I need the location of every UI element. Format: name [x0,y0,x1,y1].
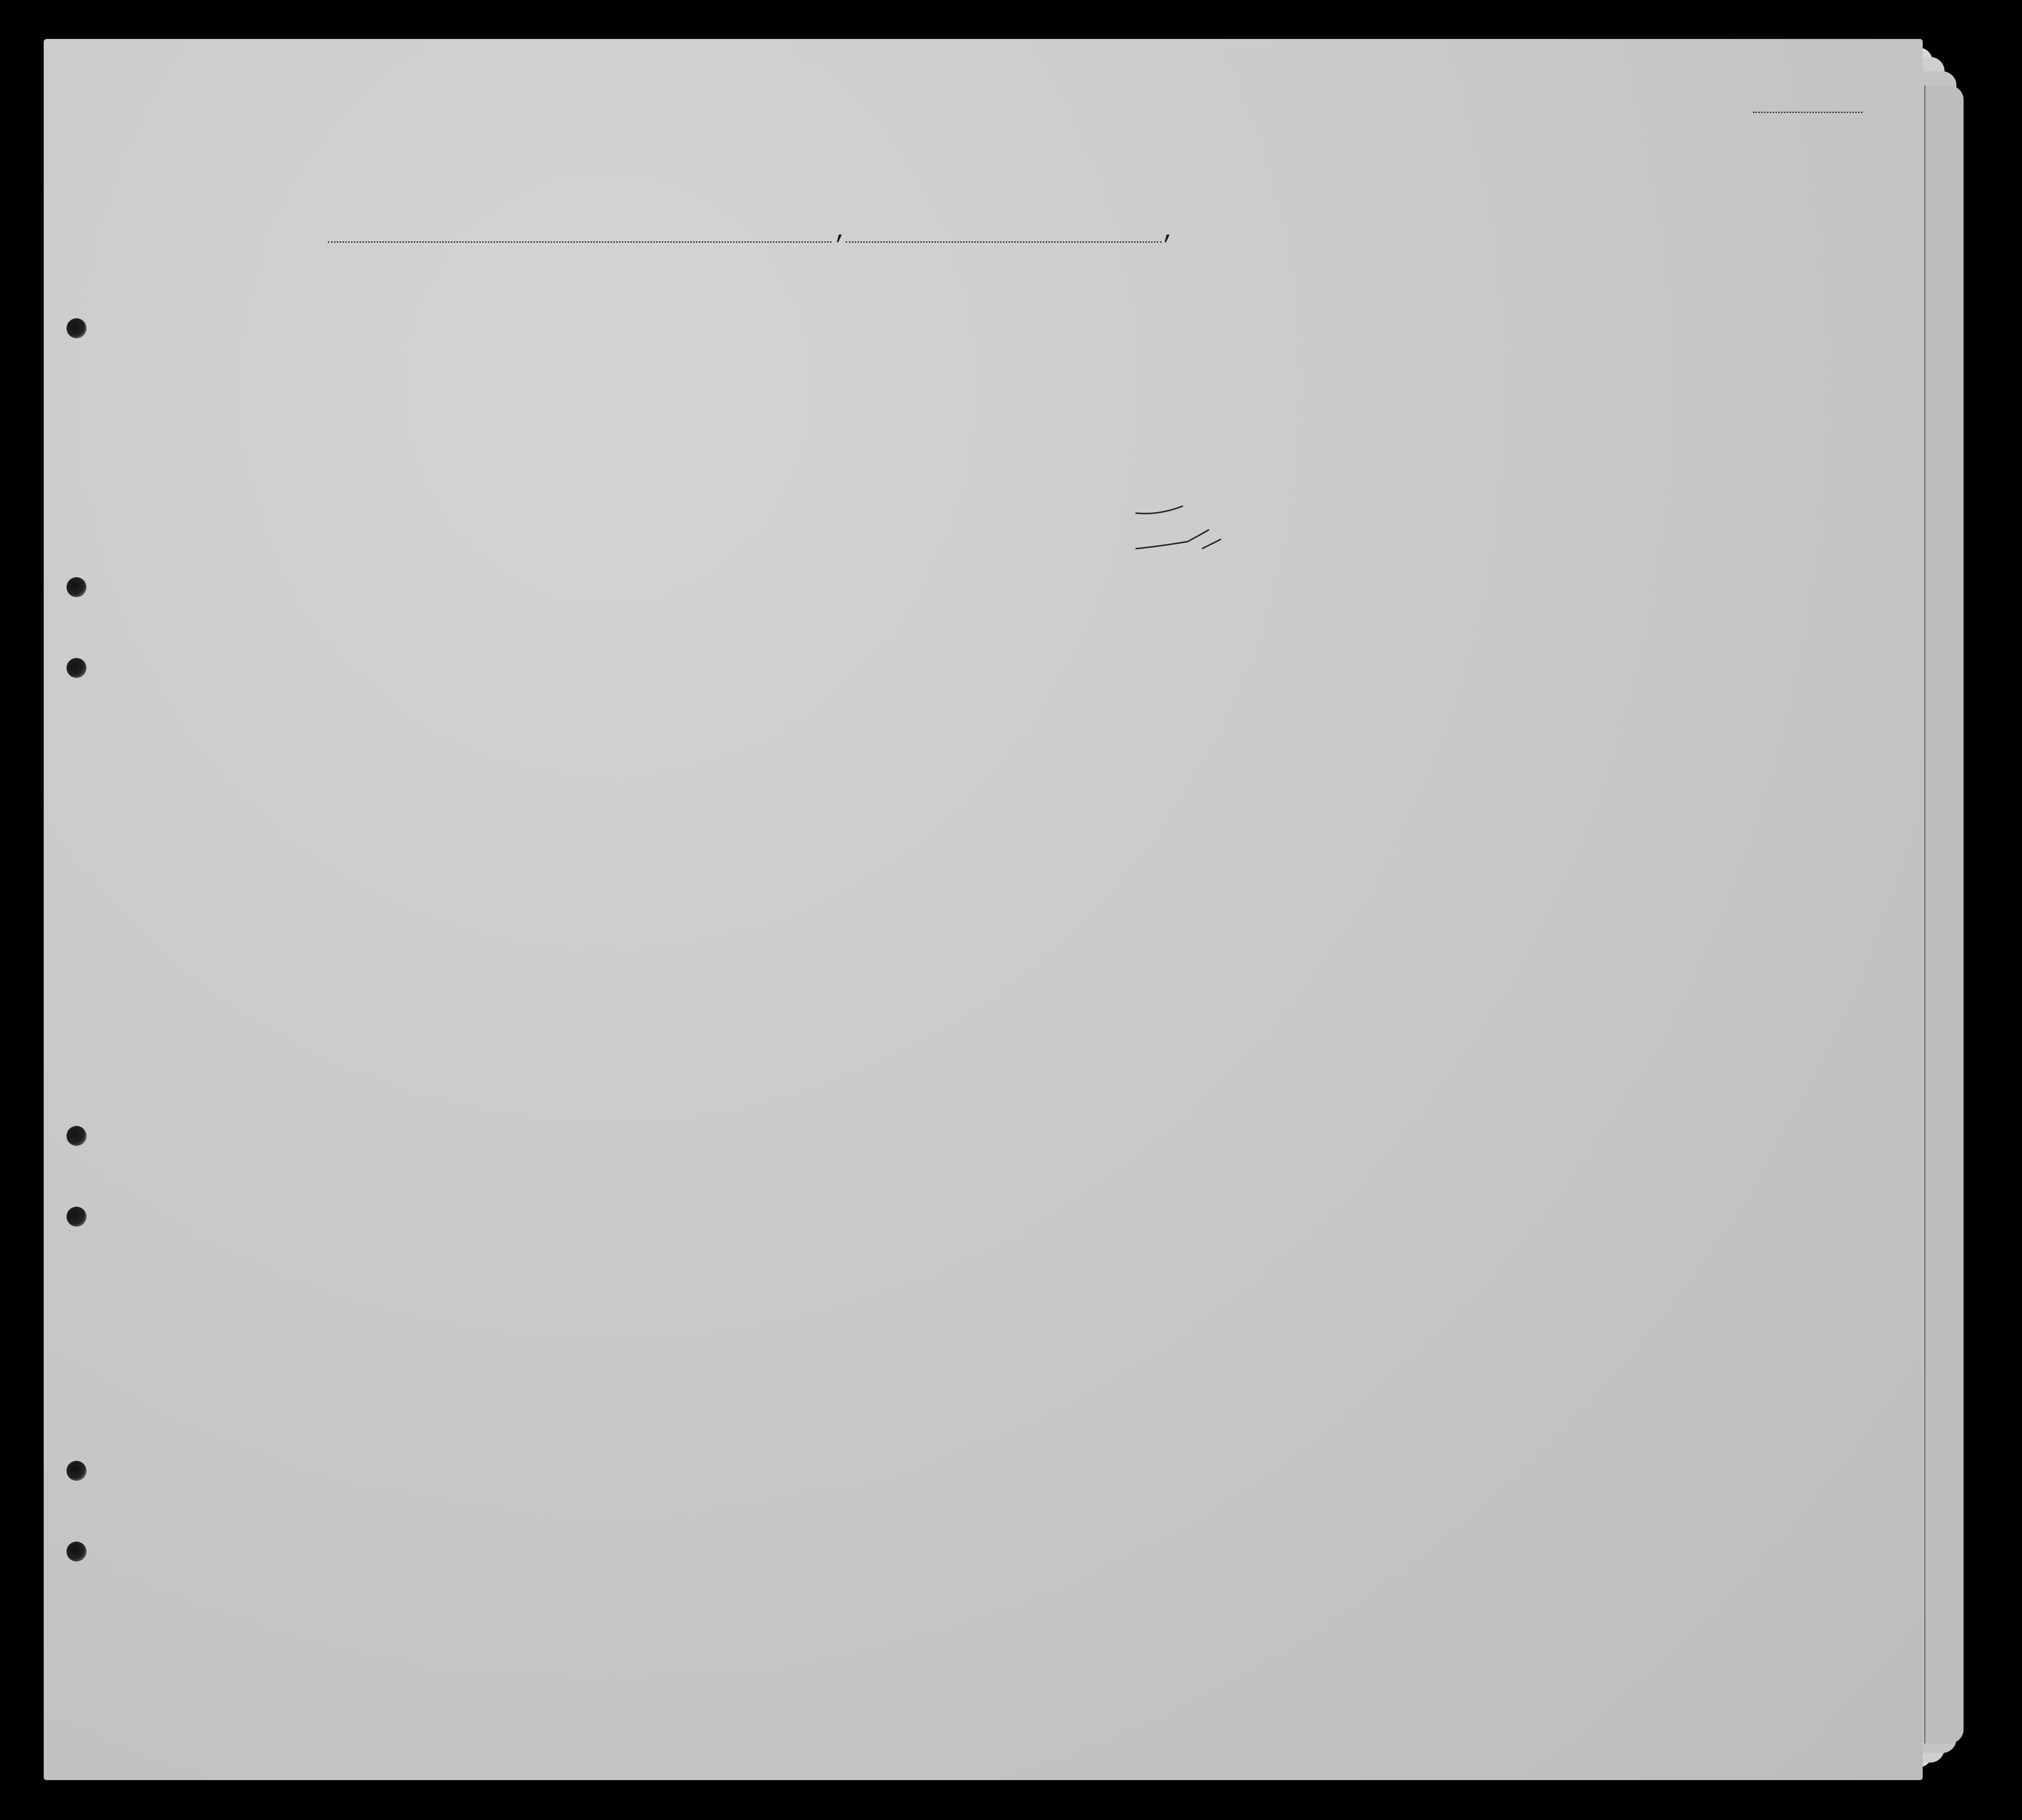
binder-hole [67,1207,86,1227]
header-feet [1601,404,1620,428]
tick-mark [1131,501,1254,553]
header-inches [1624,394,1643,428]
date-line [846,241,1162,243]
header-purpose-return [1138,338,1173,429]
comma: , [1162,219,1176,246]
binder-hole [67,577,86,597]
binder-hole [67,1461,86,1481]
header-polygamist [1293,314,1309,428]
header-purpose-length [1184,338,1210,429]
header-purpose-citizen [1216,338,1242,429]
binder-hole [67,318,86,338]
list-line [1753,112,1862,113]
header-q30 [1436,314,1455,428]
manifest-sheet [44,39,1923,1780]
header-q28 [1337,314,1390,428]
page-edge [1924,86,1964,1744]
header-q29 [1399,314,1430,428]
header-ticket [560,306,588,430]
header-prison [1249,314,1285,428]
binder-hole [67,1542,86,1562]
binder-hole [67,658,86,678]
header-q31 [1459,314,1478,428]
header-fifty-dollars [687,306,715,430]
binder-hole [67,1126,86,1146]
header-anarchist [1315,314,1331,428]
comma: , [834,219,849,246]
port-line [328,241,831,243]
